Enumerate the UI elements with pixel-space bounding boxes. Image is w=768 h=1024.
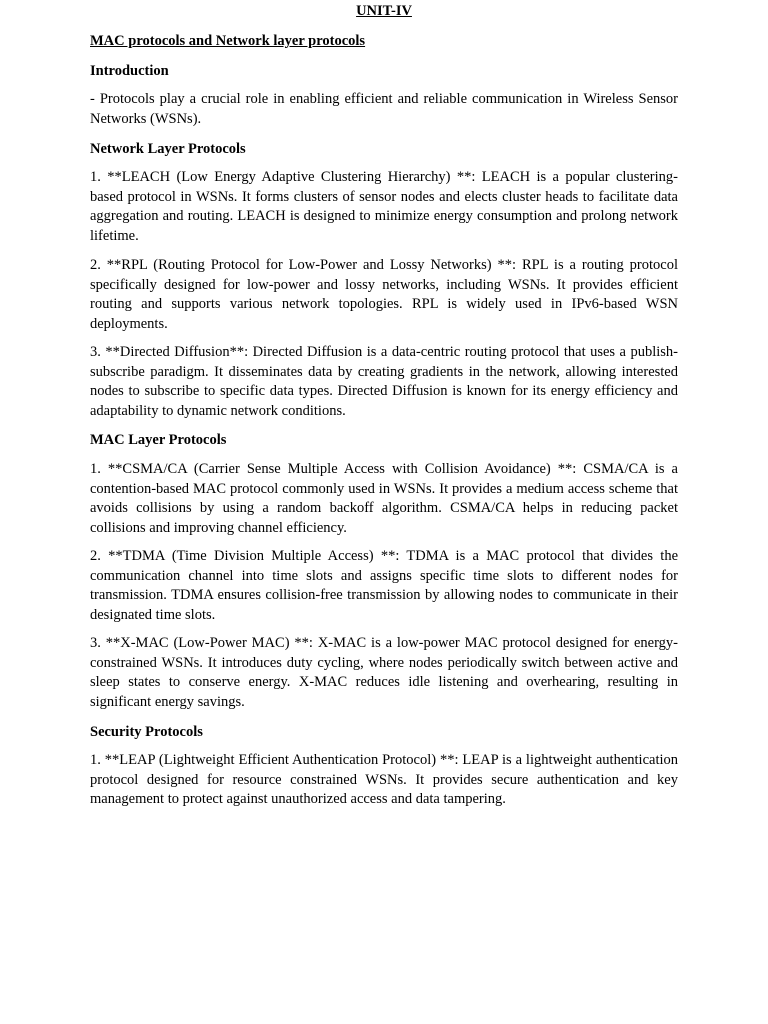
document-title: MAC protocols and Network layer protocols (90, 33, 366, 49)
unit-title: UNIT-IV (356, 3, 412, 19)
network-protocol-directed-diffusion: 3. **Directed Diffusion**: Directed Diffusion is a data-centric routing protocol that uses a publish-subscribe paradigm. It disseminates data by creating gradients in the network, allowing interested nodes to subscribe to specific data types. Directed Diffusion is known for its energy efficiency and adaptability to dynamic network conditions. (90, 344, 678, 419)
introduction-paragraph: - Protocols play a crucial role in enabling efficient and reliable communication in Wireless Sensor Networks (WSNs). (90, 91, 678, 127)
security-protocol-leap: 1. **LEAP (Lightweight Efficient Authentication Protocol) **: LEAP is a lightweight authentication protocol designed for resource constrained WSNs. It provides secure authentication and key management to protect against unauthorized access and data tampering. (90, 752, 678, 807)
mac-protocol-x-mac: 3. **X-MAC (Low-Power MAC) **: X-MAC is a low-power MAC protocol designed for energy-constrained WSNs. It introduces duty cycling, where nodes periodically switch between active and sleep states to conserve energy. X-MAC reduces idle listening and overhearing, resulting in significant energy savings. (90, 635, 678, 710)
introduction-heading: Introduction (90, 63, 169, 79)
network-protocol-rpl: 2. **RPL (Routing Protocol for Low-Power and Lossy Networks) **: RPL is a routing protocol specifically designed for low-power and lossy networks, including WSNs. It provides efficient routing and supports various network topologies. RPL is widely used in IPv6-based WSN deployments. (90, 257, 678, 332)
network-layer-heading: Network Layer Protocols (90, 141, 246, 157)
network-protocol-leach: 1. **LEACH (Low Energy Adaptive Clustering Hierarchy) **: LEACH is a popular clustering-based protocol in WSNs. It forms clusters of sensor nodes and elects cluster heads to facilitate data aggregation and routing. LEACH is designed to minimize energy consumption and prolong network lifetime. (90, 169, 678, 244)
security-heading: Security Protocols (90, 724, 203, 740)
mac-protocol-tdma: 2. **TDMA (Time Division Multiple Access) **: TDMA is a MAC protocol that divides the communication channel into time slots and assigns specific time slots to different nodes for transmission. TDMA ensures collision-free transmission by allowing nodes to communicate in their designated time slots. (90, 548, 678, 623)
mac-layer-heading: MAC Layer Protocols (90, 432, 227, 448)
mac-protocol-csma-ca: 1. **CSMA/CA (Carrier Sense Multiple Access with Collision Avoidance) **: CSMA/CA is a contention-based MAC protocol commonly used in WSNs. It provides a medium access scheme that avoids collisions by using a random backoff algorithm. CSMA/CA helps in reducing packet collisions and improving channel efficiency. (90, 461, 678, 536)
